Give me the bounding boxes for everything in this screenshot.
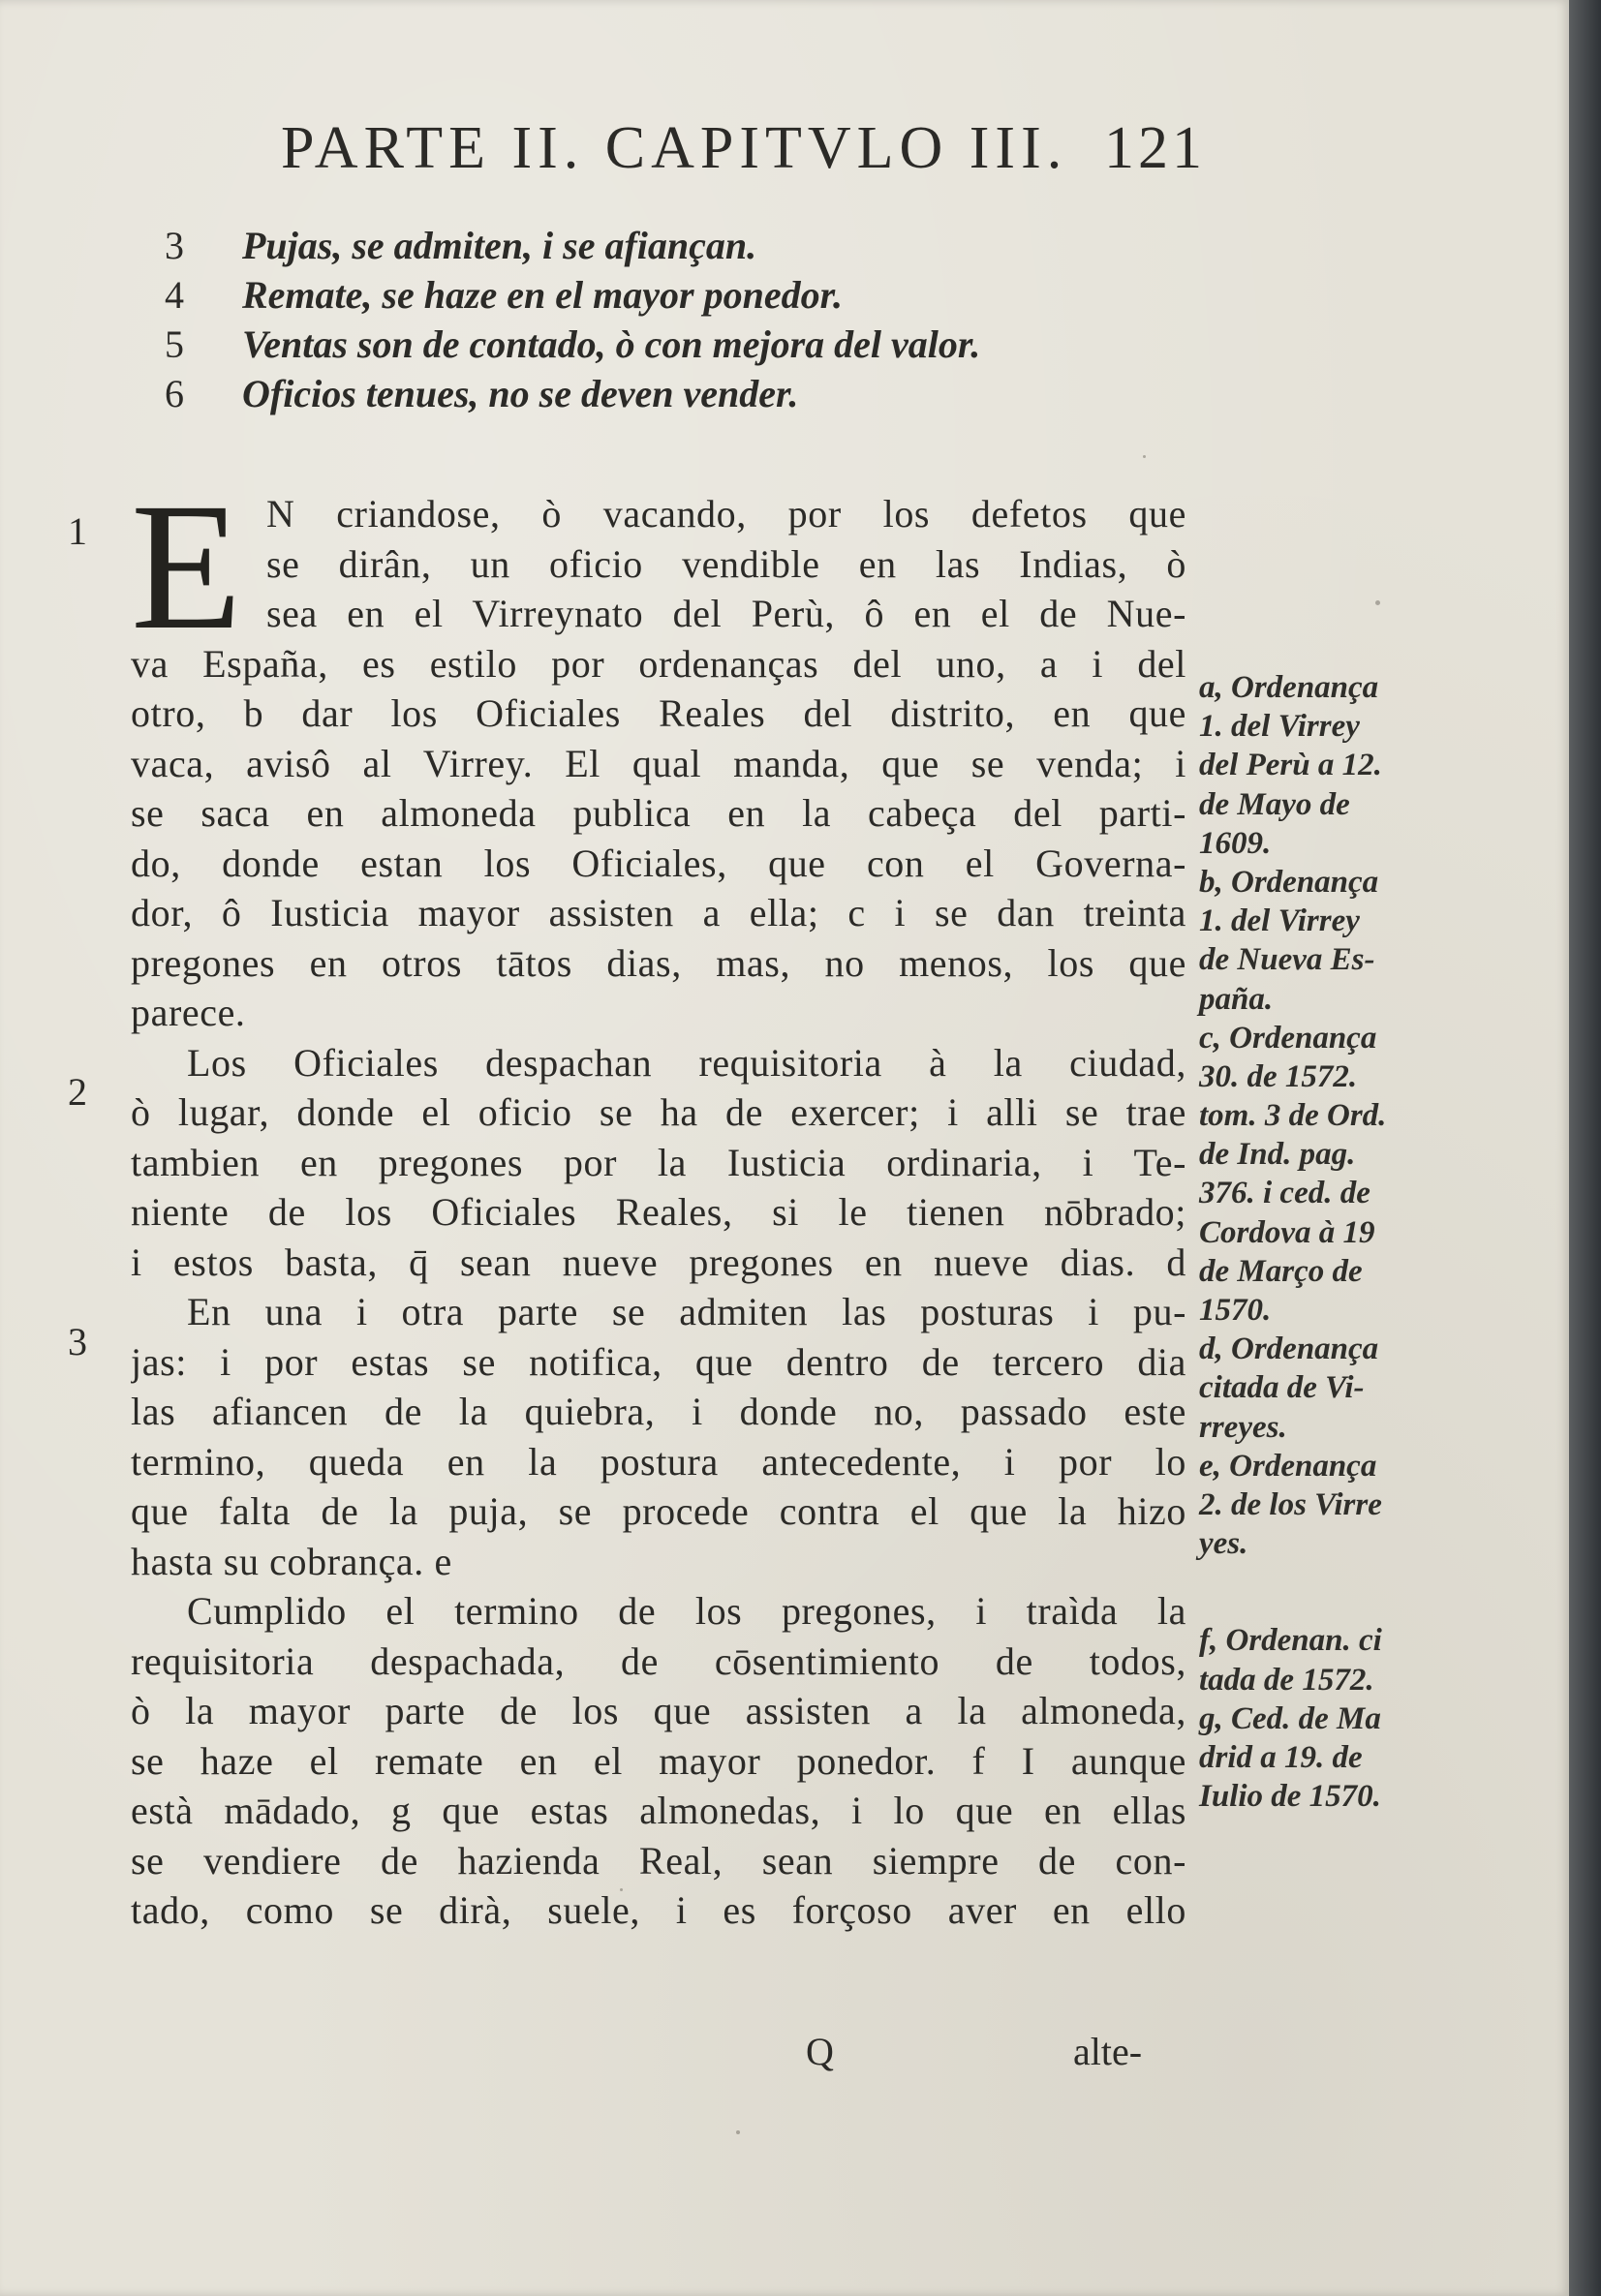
note-line: 1. del Virrey <box>1199 709 1360 745</box>
catchword: alte- <box>1073 2030 1143 2073</box>
note-line: rreyes. <box>1199 1409 1287 1445</box>
body-line: Cumplido el termino de los pregones, i traìda la <box>187 1589 1186 1633</box>
body-line: se vendiere de hazienda Real, sean siempre de con- <box>131 1838 1186 1883</box>
note-line: g, Ced. de Ma <box>1199 1700 1381 1736</box>
note-line: c, Ordenança <box>1199 1020 1377 1056</box>
body-line: i estos basta, q̄ sean nueve pregones en nueve dias. d <box>131 1240 1186 1284</box>
summary-number: 5 <box>165 322 184 366</box>
note-line: del Perù a 12. <box>1199 748 1382 783</box>
running-header <box>281 114 1211 192</box>
scan-background-edge <box>1569 0 1601 2296</box>
note-line: de Março de <box>1199 1253 1363 1289</box>
paragraph-number: 2 <box>68 1070 87 1114</box>
note-line: yes. <box>1199 1526 1248 1562</box>
body-line: N criandose, ò vacando, por los defetos que <box>266 492 1186 536</box>
marginal-note-c <box>1199 1019 1461 1331</box>
chapter-summary <box>165 221 1133 418</box>
body-line: pregones en otros tātos dias, mas, no menos, los que <box>131 940 1186 985</box>
ink-speck <box>1375 600 1380 605</box>
body-line: requisitoria despachada, de cōsentimiento de todos, <box>131 1638 1186 1683</box>
summary-item <box>165 270 1133 320</box>
note-line: tada de 1572. <box>1199 1662 1374 1698</box>
note-line: de Ind. pag. <box>1199 1137 1356 1173</box>
note-line: f, Ordenan. ci <box>1199 1623 1382 1659</box>
body-line: parece. <box>131 991 246 1034</box>
note-line: citada de Vi- <box>1199 1370 1365 1406</box>
note-line: a, Ordenança <box>1199 670 1379 705</box>
body-line: se saca en almoneda publica en la cabeça del parti- <box>131 791 1186 835</box>
summary-text: Remate, se haze en el mayor ponedor. <box>242 273 843 317</box>
ink-speck <box>736 2130 740 2134</box>
paragraph-number: 1 <box>68 509 87 553</box>
note-line: 1609. <box>1199 825 1272 861</box>
running-title: PARTE II. CAPITVLO III. <box>281 115 1068 181</box>
body-line: jas: i por estas se notifica, que dentro de tercero dia <box>131 1339 1186 1384</box>
ink-speck <box>1143 455 1146 458</box>
body-line: hasta su cobrança. e <box>131 1539 452 1583</box>
note-line: Cordova à 19 <box>1199 1214 1375 1250</box>
ink-speck <box>620 1888 623 1891</box>
note-line: tom. 3 de Ord. <box>1199 1098 1387 1134</box>
body-line: tambien en pregones por la Iusticia ordinaria, i Te- <box>131 1140 1186 1184</box>
marginal-note-d <box>1199 1330 1461 1447</box>
body-line: que falta de la puja, se procede contra el que la hizo <box>131 1489 1186 1533</box>
summary-item <box>165 221 1133 270</box>
body-line: niente de los Oficiales Reales, si le tienen nōbrado; <box>131 1190 1186 1234</box>
paragraph-number: 3 <box>68 1320 87 1363</box>
marginal-note-g <box>1199 1699 1461 1817</box>
summary-number: 3 <box>165 224 184 267</box>
body-line: otro, b dar los Oficiales Reales del distrito, en que <box>131 691 1186 735</box>
body-line: se dirân, un oficio vendible en las Indias, ò <box>266 541 1186 586</box>
body-line: ò la mayor parte de los que assisten a la almoneda, <box>131 1689 1186 1732</box>
body-line: està mādado, g que estas almonedas, i lo que en ellas <box>131 1789 1186 1832</box>
body-line: sea en el Virreynato del Perù, ô en el de Nue- <box>266 592 1186 635</box>
marginal-notes <box>1199 668 1461 1816</box>
note-line: paña. <box>1199 981 1274 1017</box>
body-line: tado, como se dirà, suele, i es forçoso aver en ello <box>131 1888 1186 1932</box>
page-number: 121 <box>1104 115 1206 181</box>
note-line: 30. de 1572. <box>1199 1058 1358 1094</box>
body-line: dor, ô Iusticia mayor assisten a ella; c i se dan treinta <box>131 891 1186 934</box>
signature-mark: Q <box>806 2030 834 2073</box>
summary-text: Ventas son de contado, ò con mejora del valor. <box>242 322 981 366</box>
note-line: de Mayo de <box>1199 786 1350 822</box>
summary-item <box>165 369 1133 418</box>
body-text <box>131 465 1186 1936</box>
body-line: vaca, avisô al Virrey. El qual manda, que se venda; i <box>131 741 1186 785</box>
summary-item <box>165 320 1133 369</box>
body-line: se haze el remate en el mayor ponedor. f I aunque <box>131 1738 1186 1783</box>
marginal-note-b <box>1199 863 1461 1019</box>
body-line: va España, es estilo por ordenanças del uno, a i del <box>131 641 1186 686</box>
marginal-note-f <box>1199 1621 1461 1699</box>
note-line: e, Ordenança <box>1199 1448 1377 1484</box>
body-line: ò lugar, donde el oficio se ha de exercer; i alli se trae <box>131 1090 1186 1134</box>
marginal-note-e <box>1199 1447 1461 1564</box>
note-line: de Nueva Es- <box>1199 942 1375 978</box>
drop-cap: E <box>131 465 242 667</box>
body-line: las afiancen de la quiebra, i donde no, passado este <box>131 1390 1186 1433</box>
note-line: 2. de los Virre <box>1199 1486 1382 1522</box>
note-line: b, Ordenança <box>1199 864 1379 900</box>
marginal-note-a <box>1199 668 1461 863</box>
body-line: Los Oficiales despachan requisitoria à la ciudad, <box>187 1040 1186 1085</box>
body-line: termino, queda en la postura antecedente, i por lo <box>131 1439 1186 1484</box>
note-line: d, Ordenança <box>1199 1332 1379 1367</box>
note-line: 376. i ced. de <box>1199 1176 1370 1211</box>
summary-number: 6 <box>165 372 184 415</box>
note-line: Iulio de 1570. <box>1199 1779 1381 1815</box>
note-line: 1. del Virrey <box>1199 903 1360 939</box>
summary-text: Oficios tenues, no se deven vender. <box>242 372 799 415</box>
note-line: drid a 19. de <box>1199 1739 1363 1775</box>
body-line: En una i otra parte se admiten las posturas i pu- <box>187 1290 1186 1333</box>
note-line: 1570. <box>1199 1293 1272 1328</box>
body-line: do, donde estan los Oficiales, que con el Governa- <box>131 841 1186 885</box>
summary-number: 4 <box>165 273 184 317</box>
summary-text: Pujas, se admiten, i se afiançan. <box>242 224 757 267</box>
